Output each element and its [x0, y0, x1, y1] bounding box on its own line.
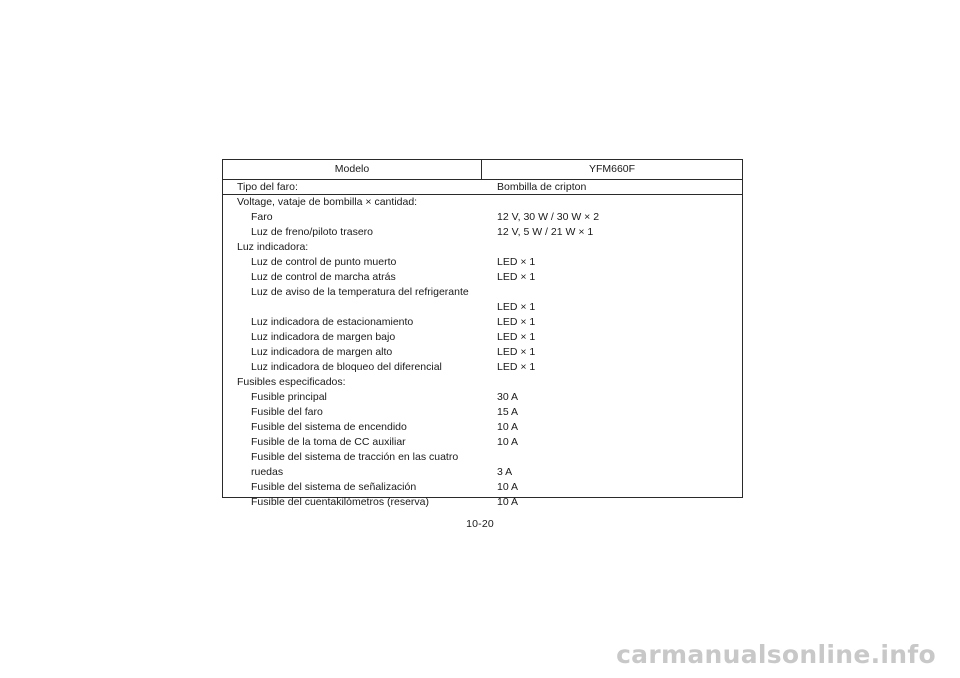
row-label: Fusible del sistema de tracción en las cuatro ruedas: [251, 451, 459, 478]
header-model-label: Modelo: [223, 160, 482, 179]
table-row: [223, 255, 742, 270]
row-label: Fusible del faro: [251, 406, 323, 418]
row-label: Fusible del cuentakilómetros (reserva): [251, 496, 429, 508]
table-row: [223, 420, 742, 435]
table-body: [223, 195, 742, 510]
row-value: 12 V, 30 W / 30 W × 2: [497, 211, 600, 223]
watermark: carmanualsonline.info: [616, 640, 936, 669]
row-value: LED × 1: [497, 316, 536, 328]
table-row: [223, 285, 742, 315]
table-row: [223, 390, 742, 405]
row-label: Fusibles especificados:: [237, 376, 346, 388]
row-label: Fusible principal: [251, 391, 327, 403]
table-row: [223, 210, 742, 225]
row-label: Luz indicadora de margen alto: [251, 346, 393, 358]
table-row: [223, 480, 742, 495]
row-value: LED × 1: [497, 346, 536, 358]
table-row: [223, 330, 742, 345]
table-row: [223, 360, 742, 375]
table-row: [223, 315, 742, 330]
row-value: 10 A: [497, 436, 519, 448]
row-label: Voltage, vataje de bombilla × cantidad:: [237, 196, 418, 208]
row-label: Fusible del sistema de señalización: [251, 481, 417, 493]
row-label: Tipo del faro:: [237, 181, 298, 193]
row-value: 30 A: [497, 391, 519, 403]
row-value: 10 A: [497, 481, 519, 493]
table-row: [223, 450, 742, 480]
row-label: Luz indicadora de bloqueo del diferencial: [251, 361, 442, 373]
page-number: 10-20: [466, 518, 494, 530]
row-value: LED × 1: [497, 256, 536, 268]
row-value: LED × 1: [497, 301, 536, 313]
row-value: LED × 1: [497, 361, 536, 373]
table-row: [223, 180, 742, 195]
row-label: Luz de control de punto muerto: [251, 256, 397, 268]
table-row: [223, 375, 742, 390]
table-row: [223, 495, 742, 510]
table-row: [223, 240, 742, 255]
table-row: [223, 225, 742, 240]
row-value: 12 V, 5 W / 21 W × 1: [497, 226, 594, 238]
table-row: [223, 435, 742, 450]
table-row: [223, 345, 742, 360]
table-header: [223, 160, 742, 180]
header-model-value: YFM660F: [588, 163, 636, 175]
row-label: Faro: [251, 211, 273, 223]
row-value: 15 A: [497, 406, 519, 418]
row-value: Bombilla de cripton: [497, 181, 587, 193]
row-label: Fusible de la toma de CC auxiliar: [251, 436, 406, 448]
row-label: Luz indicadora de margen bajo: [251, 331, 396, 343]
table-row: [223, 270, 742, 285]
table-row: [223, 195, 742, 210]
row-label: Fusible del sistema de encendido: [251, 421, 407, 433]
table-row: [223, 405, 742, 420]
row-label: Luz de control de marcha atrás: [251, 271, 396, 283]
row-value: 10 A: [497, 496, 519, 508]
row-value: LED × 1: [497, 331, 536, 343]
row-label: Luz de freno/piloto trasero: [251, 226, 373, 238]
row-label: Luz indicadora:: [237, 241, 309, 253]
spec-table: [222, 159, 743, 508]
row-value: LED × 1: [497, 271, 536, 283]
row-label: Luz de aviso de la temperatura del refrigerante: [251, 286, 469, 298]
row-value: 3 A: [497, 466, 513, 478]
row-label: Luz indicadora de estacionamiento: [251, 316, 414, 328]
row-value: 10 A: [497, 421, 519, 433]
